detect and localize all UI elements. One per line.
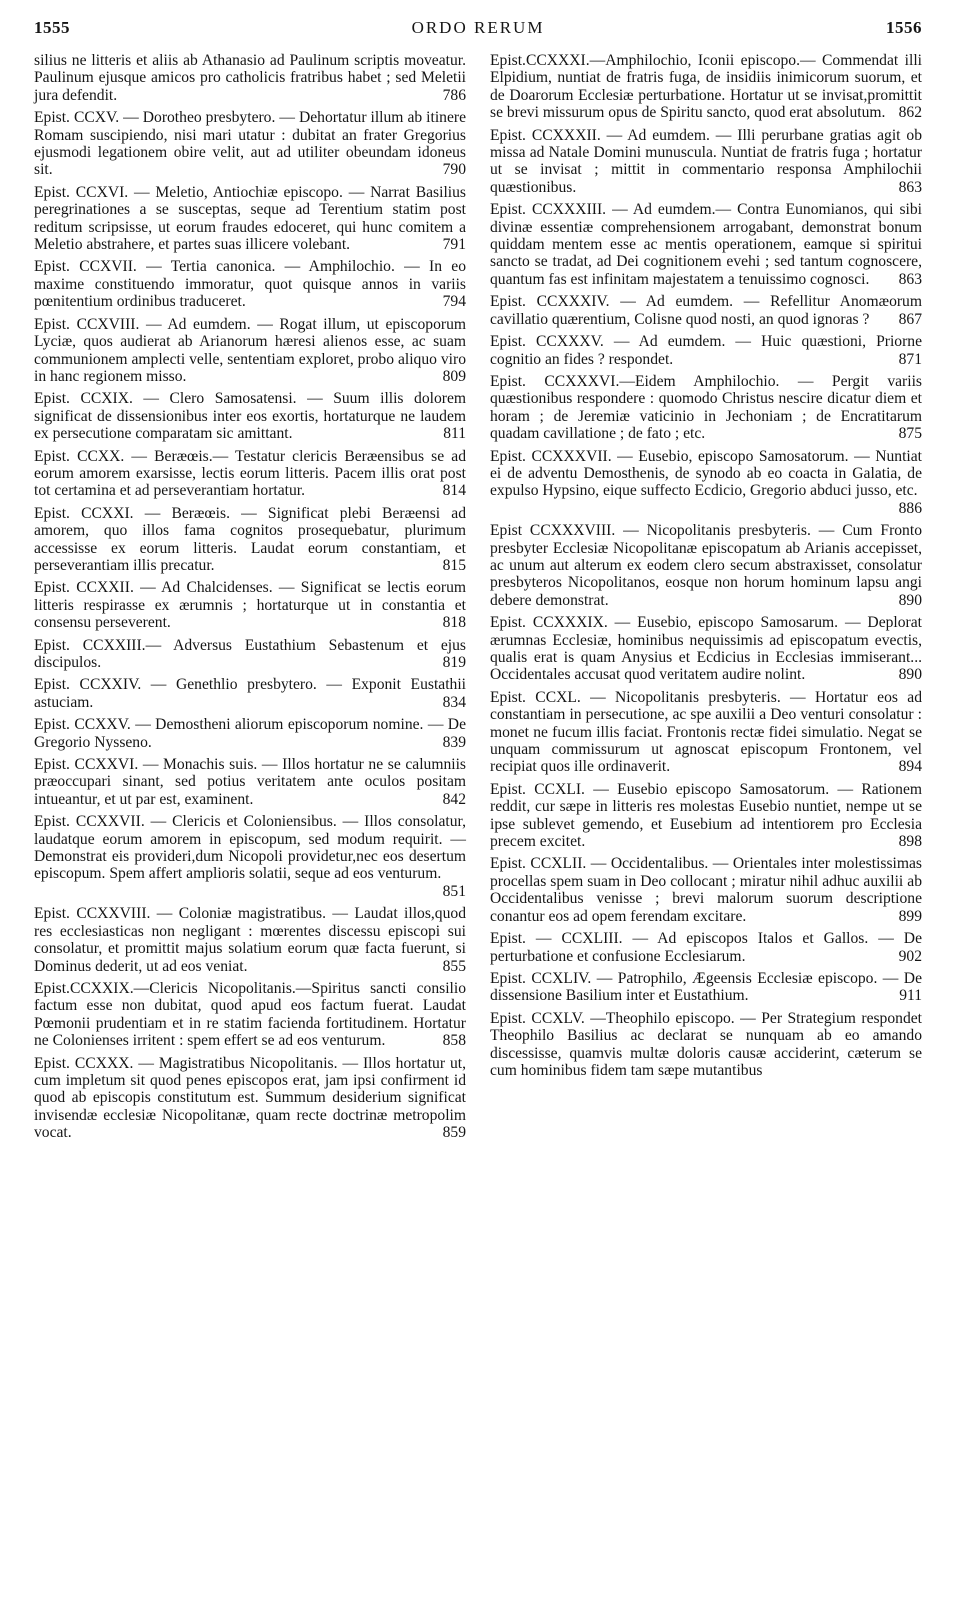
entry-text: Epist. — CCXLIII. — Ad episcopos Italos et Gallos. — De perturbatione et confusione Ecclesiarum. (490, 930, 922, 965)
entry-text: Epist. CCXXXVII. — Eusebio, episcopo Samosatorum. — Nuntiat ei de adventu Demosthenis, de synodo ab eo coacta in Galatia, de expulso Hypsino, eique suffecto Ecdicio, Gregorio abduci jusso, etc. (490, 447, 922, 500)
index-entry (34, 52, 466, 104)
page-reference: 898 (898, 833, 922, 851)
index-entry (34, 448, 466, 500)
page-reference: 842 (442, 790, 466, 808)
entry-text: Epist. CCXXV. — Demostheni aliorum episcoporum nomine. — De Gregorio Nysseno. (34, 716, 466, 751)
index-entry (34, 980, 466, 1050)
index-entry (490, 201, 922, 288)
page-reference: 894 (898, 758, 922, 776)
page-reference: 811 (443, 425, 466, 443)
running-title: ORDO RERUM (411, 18, 545, 37)
index-entry (490, 855, 922, 925)
page-reference: 859 (442, 1124, 466, 1142)
index-entry (490, 52, 922, 122)
index-entry (34, 258, 466, 310)
index-entry (34, 637, 466, 672)
entry-text: Epist. CCXXII. — Ad Chalcidenses. — Significat se lectis eorum litteris respirasse ex ærumnis ; hortaturque ut in constantia et consensu perseverent. (34, 579, 466, 632)
entry-text: Epist.CCXXIX.—Clericis Nicopolitanis.—Spiritus sancti consilio factum esse non dubitat, quod apud eos factum fuerat. Laudat Pœmonii prudentiam et in re statim facienda fortitudinem. Hortatur ne Colonienses irritent : spem effert se ad eos venturum. (34, 979, 466, 1050)
entry-text: Epist. CCXXXII. — Ad eumdem. — Illi perurbane gratias agit ob missa ad Natale Domini munuscula. Nuntiat de fratris fuga ; hortatur ut se invisat ; mittit in commentario responsa Amphilochii quæstionibus. (490, 126, 922, 196)
index-entry (490, 970, 922, 1005)
page-reference: 818 (442, 614, 466, 632)
page-reference: 794 (442, 293, 466, 311)
entry-text: Epist. CCXX. — Beræœis.— Testatur clericis Beræensibus se ad eorum amorem exarsisse, lectis eorum litteris. Pacem illis orat post tot certamina et ad perseverantiam hortatur. (34, 447, 466, 500)
left-column (34, 52, 466, 1147)
entry-text: Epist CCXXXVIII. — Nicopolitanis presbyteris. — Cum Fronto presbyter Ecclesiæ Nicopolitanæ episcopatum ab Arianis accepisset, ac unum aut alterum ex eodem clero secum abstraxisset, consolatur presbyteros Nicopolitanos, eosque non horum hominum lapsu angi debere demonstrat. (490, 522, 922, 609)
page-reference: 814 (442, 482, 466, 500)
index-entry (490, 1010, 922, 1080)
entry-text: Epist. CCXLII. — Occidentalibus. — Orientales inter molestissimas procellas spem suam in Deo collocant ; miratur nihil adhuc auxilii ab Occidentalibus venisse ; brevi malorum suorum descriptione conantur eos ad opem ferendam excitare. (490, 855, 922, 925)
entry-text: Epist. CCXXXIII. — Ad eumdem.— Contra Eunomianos, qui sibi divinæ essentiæ comprehensionem arrogabant, demonstrat bonum quiddam mentem esse ac mentis operationem, eamque si spiritui sancto se tradat, ad Dei cognitionem evehi ; sed tantum cognoscere, quantum fas est infinitam majestatem a tenuissimo cognosci. (490, 201, 922, 288)
index-entry (34, 390, 466, 442)
page-reference: 902 (898, 947, 922, 965)
entry-text: Epist. CCXLV. —Theophilo episcopo. — Per Strategium respondet Theophilo Basilius ac declarat se nunquam ab eo amando discessisse, quamvis multæ doloris causæ acciderint, cæterum se cum hominibus fidem tam sæpe mutantibus (490, 1009, 922, 1079)
page-reference: 839 (442, 733, 466, 751)
page-reference: 875 (898, 425, 922, 443)
page-number-right: 1556 (886, 18, 922, 37)
index-entry (34, 716, 466, 751)
index-entry (490, 522, 922, 609)
index-entry (490, 373, 922, 443)
entry-text: Epist. CCXXVII. — Clericis et Coloniensibus. — Illos consolatur, laudatque eorum amorem in episcopum, sed modum requirit. — Demonstrat eis provideri,dum Nicopoli providetur,nec eos desertum episcopum. Spem affert amplioris solatii, seque ad eos venturum. (34, 813, 466, 883)
index-entry (34, 109, 466, 179)
right-column (490, 52, 922, 1147)
entry-text: Epist.CCXXXI.—Amphilochio, Iconii episcopo.— Commendat illi Elpidium, nuntiat de fratris fuga, de insidiis inimicorum suorum, et de Doarorum Ecclesiæ perturbatione. Hortatur ut se invisat,promittit se brevi missurum opus de Spiritu sancto, quod erat absolutum. (490, 52, 922, 122)
entry-text: silius ne litteris et aliis ab Athanasio ad Paulinum scriptis moveatur. Paulinum ejusque amicos pro catholicis fratribus habet ; sed Meletii jura defendit. (34, 52, 466, 104)
entry-text: Epist. CCXLI. — Eusebio episcopo Samosatorum. — Rationem reddit, cur sæpe in litteris res molestas Eusebio nuntiet, nempe ut se ipse sublevet gemendo, et Eusebium ad intentiorem pro Ecclesia precem excitet. (490, 780, 922, 851)
page-reference: 851 (442, 882, 466, 900)
index-entry (34, 905, 466, 975)
entry-text: Epist. CCXXI. — Beræœis. — Significat plebi Beræensi ad amorem, quo illos fama cognitos prosequebatur, plurimum accessisse ex eorum litteris. Laudat eorum constantiam, et perseverantiam illis precatur. (34, 504, 466, 574)
page-reference: 855 (442, 957, 466, 975)
entry-text: Epist. CCXVI. — Meletio, Antiochiæ episcopo. — Narrat Basilius peregrinationes a se susceptas, seque ad Terentium statim post reditum scripsisse, ut eorum fraudes edoceret, qui hunc comitem a Meletio abstrahere, et partes suas illicere volebant. (34, 183, 466, 254)
entry-text: Epist. CCXXVI. — Monachis suis. — Illos hortatur ne se calumniis præoccupari sinant, sed potius veritatem ante oculos positam intueantur, et ut par est, examinent. (34, 756, 466, 808)
page-reference: 819 (442, 654, 466, 671)
index-entry (34, 184, 466, 254)
index-entry (34, 1055, 466, 1142)
page-reference: 834 (442, 693, 466, 711)
entry-text: Epist. CCXXIV. — Genethlio presbytero. — Exponit Eustathii astuciam. (34, 676, 466, 711)
entry-text: Epist. CCXVII. — Tertia canonica. — Amphilochio. — In eo maxime constituendo immoratur, quot quisque annos in variis pœnitentium ordinibus traduceret. (34, 258, 466, 311)
page-reference: 863 (898, 178, 922, 196)
entry-text: Epist. CCXIX. — Clero Samosatensi. — Suum illis dolorem significat de dissensionibus inter eos exortis, hortaturque ne laudem ex persecutione comparatam sic amittant. (34, 390, 466, 443)
page-reference: 862 (898, 104, 922, 122)
index-entry (34, 756, 466, 808)
entry-text: Epist. CCXXX. — Magistratibus Nicopolitanis. — Illos hortatur ut, cum impletum sit quod penes episcopos erat, jam ipsi confirment id quod ab episcopis constitutum est. Summum desiderium significat invisendæ ecclesiæ Nicopolitanæ, quam recte doctrinæ metropolim vocat. (34, 1054, 466, 1142)
index-entry (490, 689, 922, 776)
index-entry (34, 505, 466, 575)
entry-text: Epist. CCXXVIII. — Coloniæ magistratibus. — Laudat illos,quod res ecclesiasticas non negligant : mœrentes discessu episcopi sui consolatur, et promittit majus solatium eorum quæ facta fuerunt, si Dominus dederit, ut ad eos veniat. (34, 905, 466, 975)
page-header (34, 18, 922, 44)
page-reference: 886 (898, 499, 922, 517)
entry-text: Epist. CCXVIII. — Ad eumdem. — Rogat illum, ut episcoporum Lyciæ, quos audierat ab Arianorum hæresi alienos esse, ac suam communionem amplecti velle, sententiam exploret, probo aliquo viro in hanc regionem misso. (34, 315, 466, 385)
text-columns (34, 52, 922, 1147)
entry-text: Epist. CCXXXVI.—Eidem Amphilochio. — Pergit variis quæstionibus respondere : quomodo Christus nescire dicatur diem et horam ; de Jeremiæ vaticinio in Jechoniam ; de Encratitarum quadam cavillatione ; de fato ; etc. (490, 372, 922, 443)
entry-text: Epist. CCXXIII.— Adversus Eustathium Sebastenum et ejus discipulos. (34, 636, 466, 671)
index-entry (490, 127, 922, 197)
entry-text: Epist. CCXXXIV. — Ad eumdem. — Refellitur Anomæorum cavillatio quærentium, Colisne quod nosti, an quod ignoras ? (490, 293, 922, 328)
entry-text: Epist. CCXV. — Dorotheo presbytero. — Dehortatur illum ab itinere Romam suscipiendo, nisi mari utatur : dubitat an frater Gregorius ejusmodi legationem obire velit, aut ad utiliter obeundam idoneus sit. (34, 109, 466, 179)
page-number-left: 1555 (34, 18, 70, 37)
page-reference: 858 (442, 1032, 466, 1050)
page-reference: 863 (898, 270, 922, 288)
entry-text: Epist. CCXXXV. — Ad eumdem. — Huic quæstioni, Priorne cognitio an fides ? respondet. (490, 333, 922, 368)
index-entry (490, 448, 922, 518)
page-reference: 890 (898, 591, 922, 609)
entry-text: Epist. CCXL. — Nicopolitanis presbyteris. — Hortatur eos ad constantiam in persecutione, ac spe auxilii a Deo venturi consolatur : monet ne fucum illis faciat. Frontonis rectæ fidei simulatio. Negat se unquam commissurum ut agnoscat episcopum Frontonem, vel recipiat quos ille ordinaverit. (490, 688, 922, 776)
index-entry (34, 813, 466, 900)
index-entry (490, 614, 922, 684)
page-reference: 911 (899, 987, 922, 1005)
page-reference: 786 (442, 86, 466, 104)
entry-text: Epist. CCXLIV. — Patrophilo, Ægeensis Ecclesiæ episcopo. — De dissensione Basilium inter et Eustathium. (490, 969, 922, 1005)
index-entry (490, 930, 922, 965)
index-entry (490, 781, 922, 851)
index-entry (490, 333, 922, 368)
page-reference: 899 (898, 907, 922, 925)
index-entry (34, 579, 466, 631)
page-reference: 815 (442, 556, 466, 574)
page-reference: 890 (898, 666, 922, 684)
page-reference: 867 (898, 310, 922, 328)
page-reference: 871 (898, 350, 922, 368)
page-reference: 809 (442, 367, 466, 385)
index-entry (34, 316, 466, 386)
index-entry (34, 676, 466, 711)
index-entry (490, 293, 922, 328)
entry-text: Epist. CCXXXIX. — Eusebio, episcopo Samosarum. — Deplorat ærumnas Ecclesiæ, hominibus nequissimis ad episcopatum evectis, qualis erat is quam Anysius et Ecdicius in Ecclesias immiserant... Occidentales accusat quod veritatem audire nolint. (490, 614, 922, 684)
page-reference: 791 (442, 236, 466, 254)
page-reference: 790 (442, 161, 466, 179)
